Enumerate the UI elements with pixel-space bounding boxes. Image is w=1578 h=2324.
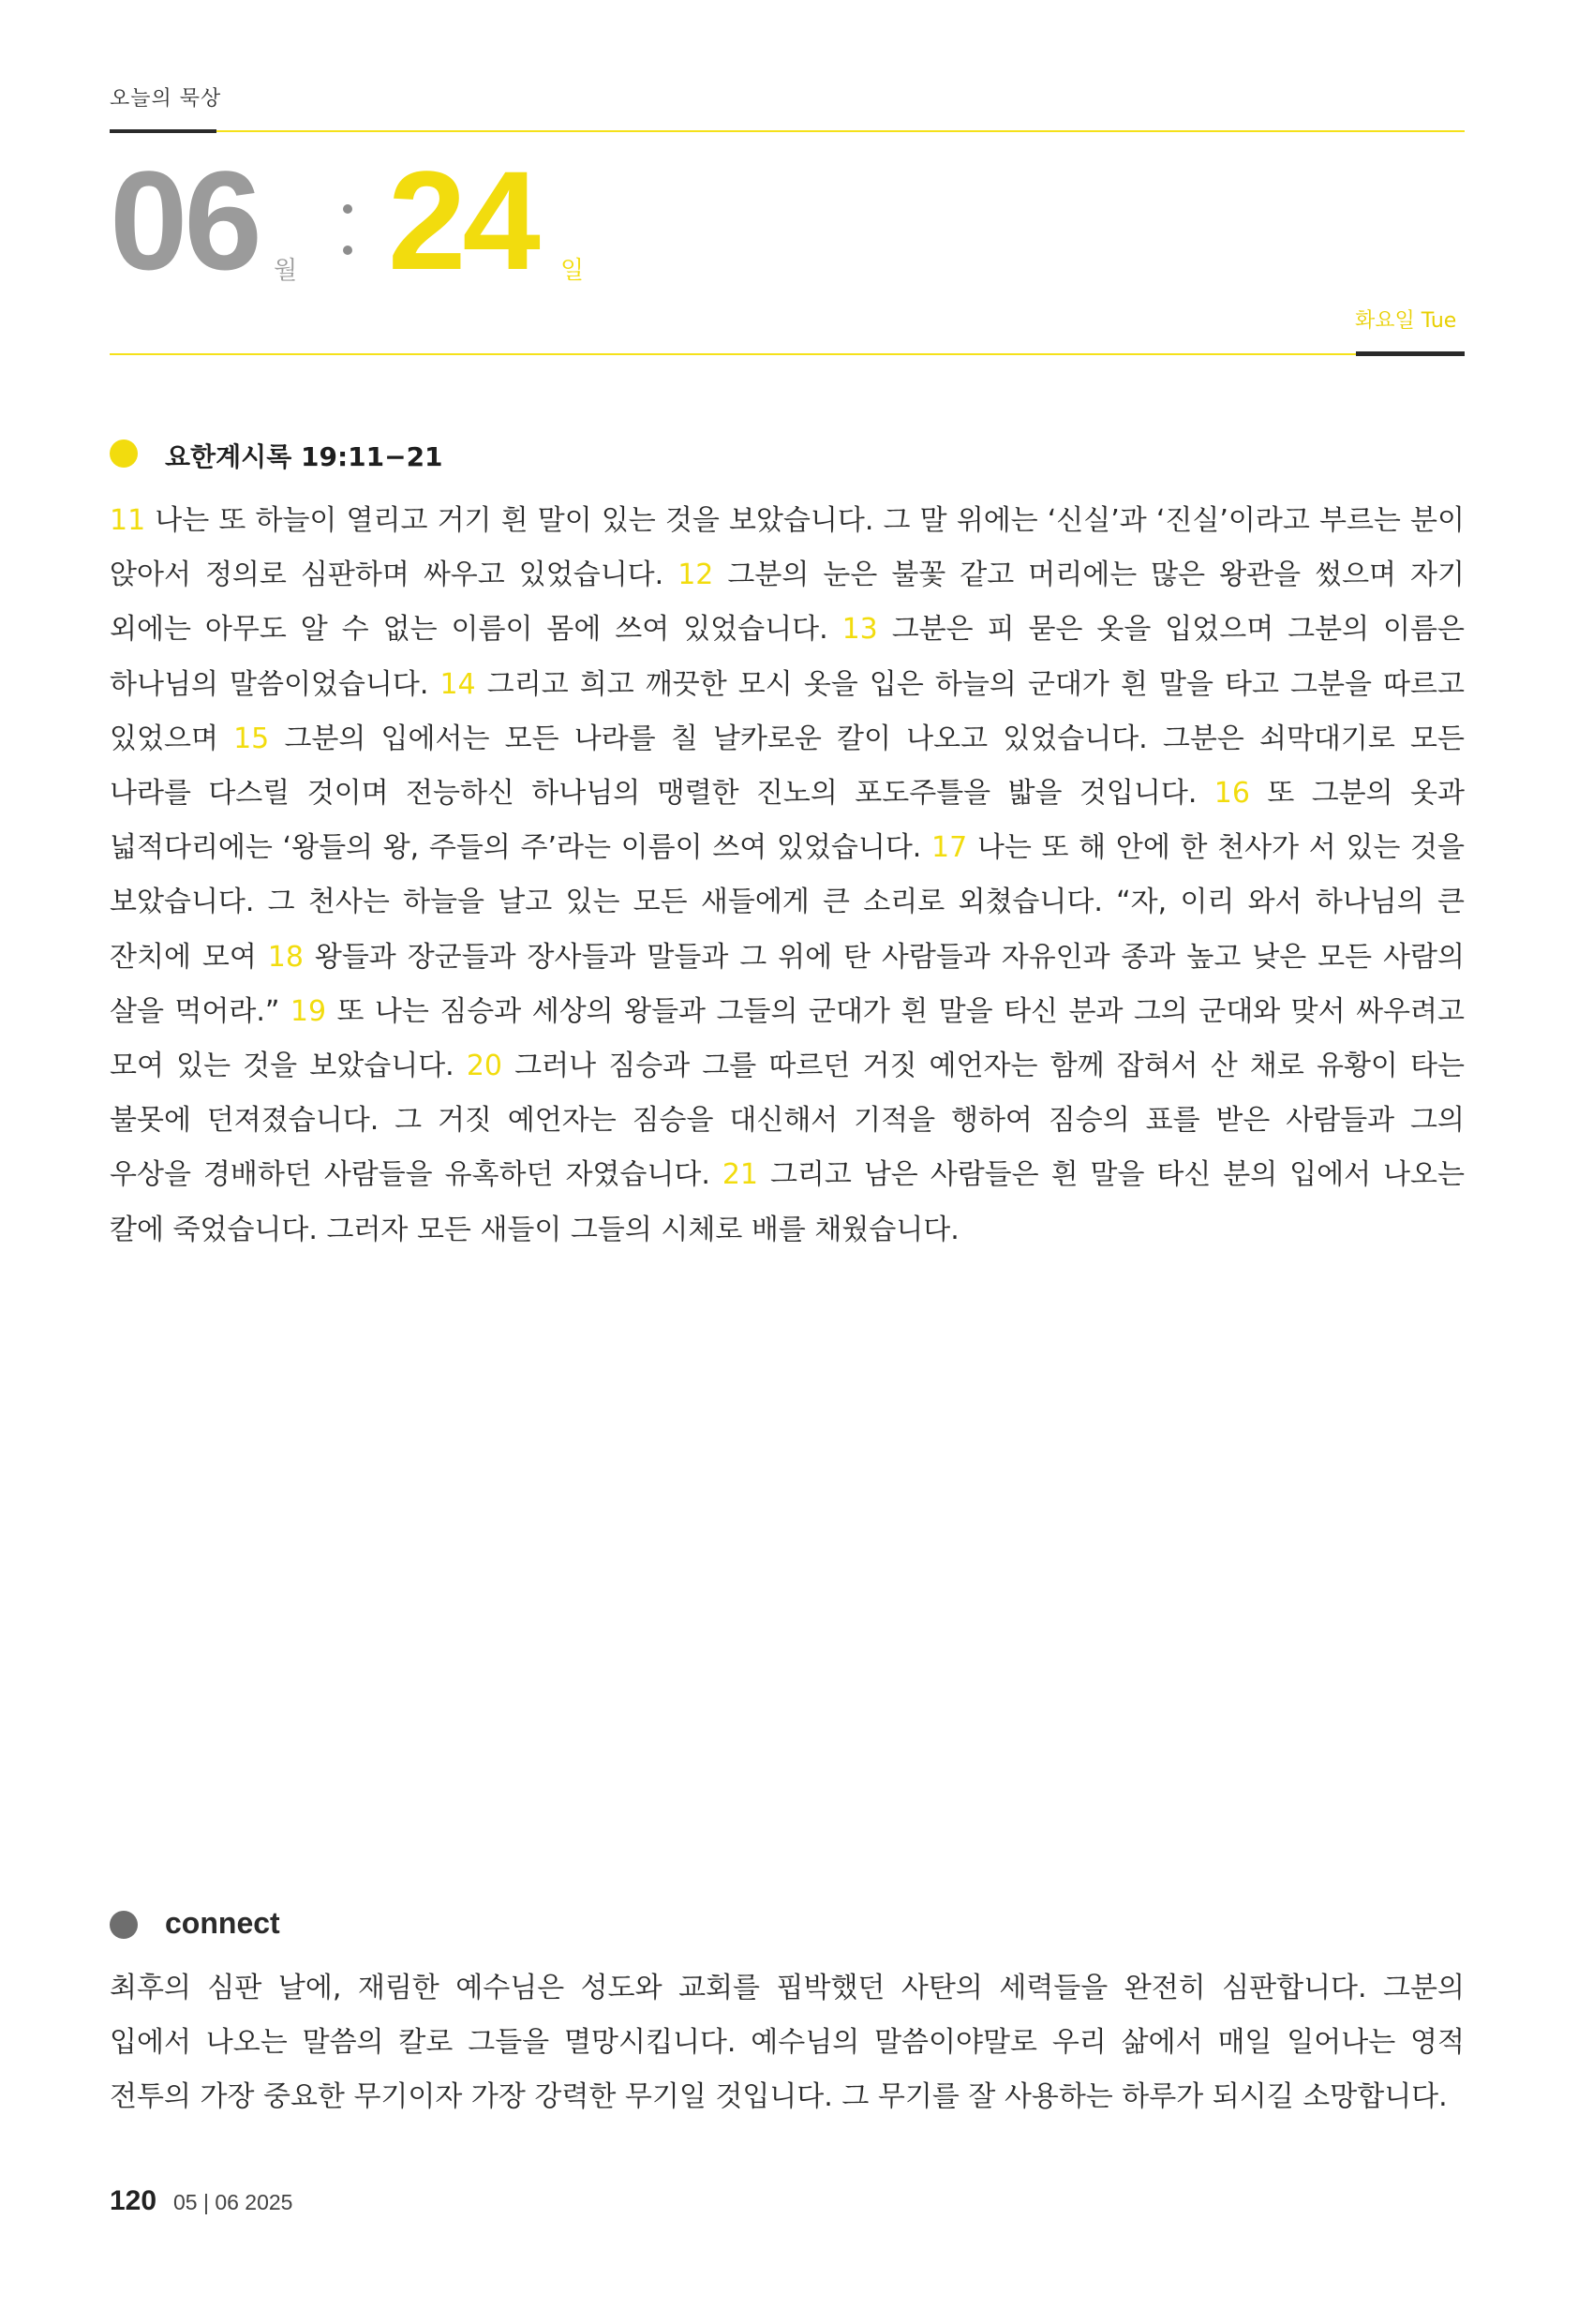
verse-text: 나는 또 해 안에 한 천사가 서 있는 것을 보았습니다. 그 천사는 하늘을 날고 있는 모든 새들에게 큰 소리로 외쳤습니다. “자, 이리 와서 하나님의 큰 잔치에 모여	[110, 831, 1465, 974]
verse-text: 또 나는 짐승과 세상의 왕들과 그들의 군대가 흰 말을 타신 분과 그의 군대와 맞서 싸우려고 모여 있는 것을 보았습니다.	[110, 994, 1465, 1083]
connect-bullet-icon	[110, 1911, 138, 1939]
page-number: 120	[110, 2185, 157, 2216]
verse-text: 왕들과 장군들과 장사들과 말들과 그 위에 탄 사람들과 자유인과 종과 높고 낮은 모든 사람의 살을 먹어라.”	[110, 940, 1465, 1028]
scripture-bullet-icon	[110, 439, 138, 468]
verse-text: 또 그분의 옷과 넓적다리에는 ‘왕들의 왕, 주들의 주’라는 이름이 쓰여 있었습니다.	[110, 777, 1465, 865]
header-yellow-rule	[216, 130, 1465, 132]
verse-number: 21	[722, 1158, 759, 1192]
connect-heading: connect	[165, 1906, 280, 1940]
month-number: 06	[110, 142, 259, 299]
weekday-label: 화요일 Tue	[1355, 309, 1457, 333]
verse-number: 15	[233, 722, 270, 755]
date-colon-dot-top	[343, 204, 352, 214]
verse-number: 14	[439, 667, 476, 701]
verse-text: 그분은 피 묻은 옷을 입었으며 그분의 이름은 하나님의 말씀이었습니다.	[110, 613, 1465, 701]
day-number: 24	[388, 142, 537, 299]
header-dark-accent-bar	[110, 129, 216, 133]
verse-number: 20	[466, 1050, 503, 1083]
verse-number: 18	[267, 940, 304, 974]
verse-number: 17	[931, 831, 968, 865]
verse-text: 그분의 입에서는 모든 나라를 칠 날카로운 칼이 나오고 있었습니다. 그분은 쇠막대기로 모든 나라를 다스릴 것이며 전능하신 하나님의 맹렬한 진노의 포도주틀을 밟을 것입니다.	[110, 722, 1465, 811]
verse-number: 11	[110, 504, 146, 537]
scripture-reference: 요한계시록 19:11−21	[165, 441, 443, 472]
verse-text: 그분의 눈은 불꽃 같고 머리에는 많은 왕관을 썼으며 자기 외에는 아무도 알 수 없는 이름이 몸에 쓰여 있었습니다.	[110, 559, 1465, 647]
verse-text: 그러나 짐승과 그를 따르던 거짓 예언자는 함께 잡혀서 산 채로 유황이 타는 불못에 던져졌습니다. 그 거짓 예언자는 짐승을 대신해서 기적을 행하여 짐승의 표를 받은 사람들과 그의 우상을 경배하던 사람들을 유혹하던 자였습니다.	[110, 1050, 1465, 1192]
connect-body-text: 최후의 심판 날에, 재림한 예수님은 성도와 교회를 핍박했던 사탄의 세력들을 완전히 심판합니다. 그분의 입에서 나오는 말씀의 칼로 그들을 멸망시킵니다. 예수님의 말씀이야말로 우리 삶에서 매일 일어나는 영적 전투의 가장 중요한 무기이자 가장 강력한 무기일 것입니다. 그 무기를 잘 사용하는 하루가 되시길 소망합니다.	[110, 1972, 1465, 2113]
scripture-passage	[110, 494, 1465, 1258]
verse-text: 그리고 희고 깨끗한 모시 옷을 입은 하늘의 군대가 흰 말을 타고 그분을 따르고 있었으며	[110, 667, 1465, 755]
date-colon-dot-bottom	[343, 246, 352, 255]
verse-number: 16	[1213, 777, 1250, 811]
verse-number: 19	[290, 994, 327, 1028]
verse-text: 그리고 남은 사람들은 흰 말을 타신 분의 입에서 나오는 칼에 죽었습니다. 그러자 모든 새들이 그들의 시체로 배를 채웠습니다.	[110, 1158, 1465, 1246]
date-yellow-rule	[110, 353, 1356, 355]
verse-number: 12	[677, 559, 714, 592]
weekday-dark-accent-bar	[1356, 351, 1465, 356]
month-unit: 월	[274, 257, 298, 285]
section-label: 오늘의 묵상	[110, 87, 222, 111]
day-unit: 일	[560, 257, 585, 285]
issue-label: 05 | 06 2025	[173, 2190, 293, 2214]
verse-text: 나는 또 하늘이 열리고 거기 흰 말이 있는 것을 보았습니다. 그 말 위에는 ‘신실’과 ‘진실’이라고 부르는 분이 앉아서 정의로 심판하며 싸우고 있었습니다.	[110, 504, 1465, 592]
verse-number: 13	[841, 613, 878, 647]
